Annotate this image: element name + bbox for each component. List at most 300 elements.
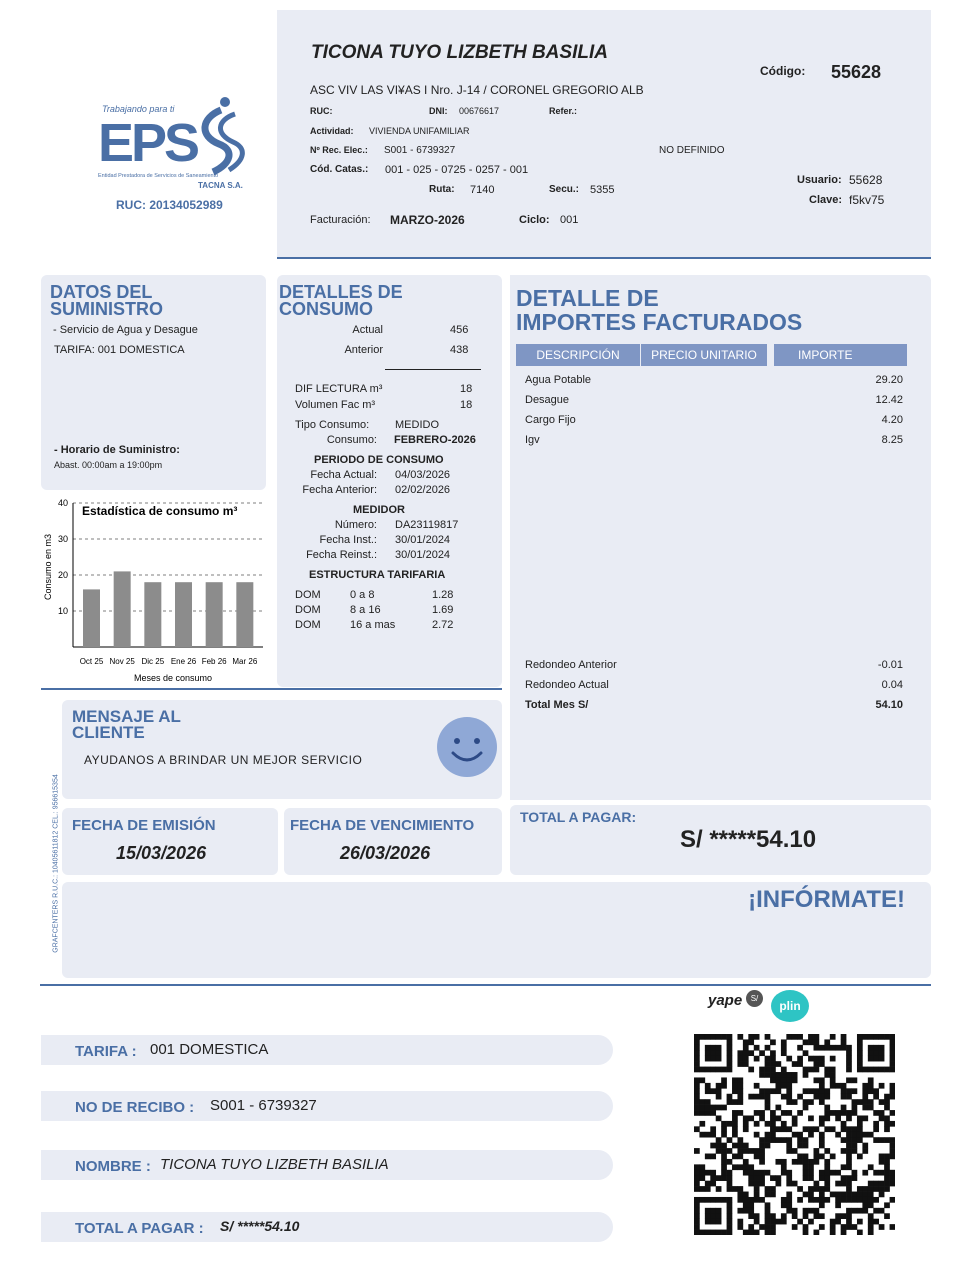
qr-module bbox=[721, 1077, 727, 1083]
qr-module bbox=[819, 1224, 825, 1230]
chart-y-tick-label: 10 bbox=[57, 606, 68, 616]
qr-module bbox=[716, 1175, 722, 1181]
qr-module bbox=[868, 1077, 874, 1083]
mid-divider bbox=[41, 688, 502, 690]
qr-module bbox=[737, 1186, 743, 1192]
qr-module bbox=[710, 1175, 716, 1181]
qr-module bbox=[792, 1034, 798, 1040]
qr-module bbox=[824, 1175, 830, 1181]
qr-module bbox=[797, 1143, 803, 1149]
qr-module bbox=[716, 1088, 722, 1094]
emision-label: FECHA DE EMISIÓN bbox=[72, 817, 216, 834]
qr-module bbox=[873, 1181, 879, 1187]
qr-module bbox=[732, 1126, 738, 1132]
usuario-label: Usuario: bbox=[797, 174, 842, 186]
qr-module bbox=[705, 1170, 711, 1176]
qr-module bbox=[808, 1186, 814, 1192]
qr-module bbox=[873, 1088, 879, 1094]
qr-module bbox=[694, 1219, 700, 1225]
qr-module bbox=[862, 1083, 868, 1089]
qr-module bbox=[879, 1181, 885, 1187]
qr-module bbox=[841, 1039, 847, 1045]
qr-module bbox=[846, 1094, 852, 1100]
qr-module bbox=[705, 1154, 711, 1160]
qr-module bbox=[803, 1208, 809, 1214]
qr-module bbox=[737, 1219, 743, 1225]
qr-module bbox=[775, 1159, 781, 1165]
qr-module bbox=[824, 1088, 830, 1094]
qr-module bbox=[814, 1230, 820, 1235]
qr-module bbox=[754, 1110, 760, 1116]
qr-module bbox=[852, 1192, 858, 1198]
qr-module bbox=[743, 1121, 749, 1127]
consumo-rule bbox=[385, 369, 481, 370]
qr-module bbox=[781, 1050, 787, 1056]
qr-module bbox=[710, 1056, 716, 1062]
qr-module bbox=[846, 1137, 852, 1143]
qr-module bbox=[803, 1213, 809, 1219]
cons-label: Consumo: bbox=[326, 434, 377, 446]
qr-module bbox=[824, 1164, 830, 1170]
qr-module bbox=[852, 1105, 858, 1111]
qr-module bbox=[852, 1175, 858, 1181]
qr-module bbox=[781, 1067, 787, 1073]
qr-module bbox=[803, 1050, 809, 1056]
qr-module bbox=[852, 1099, 858, 1105]
qr-module bbox=[694, 1148, 700, 1154]
qr-module bbox=[710, 1050, 716, 1056]
qr-module bbox=[862, 1192, 868, 1198]
qr-module bbox=[873, 1126, 879, 1132]
qr-module bbox=[884, 1170, 890, 1176]
qr-module bbox=[727, 1056, 733, 1062]
qr-module bbox=[868, 1164, 874, 1170]
qr-module bbox=[862, 1143, 868, 1149]
qr-module bbox=[868, 1219, 874, 1225]
qr-module bbox=[884, 1181, 890, 1187]
qr-module bbox=[841, 1083, 847, 1089]
qr-module bbox=[884, 1175, 890, 1181]
qr-module bbox=[884, 1034, 890, 1040]
qr-module bbox=[852, 1126, 858, 1132]
qr-module bbox=[819, 1094, 825, 1100]
qr-module bbox=[765, 1099, 771, 1105]
qr-module bbox=[743, 1061, 749, 1067]
qr-module bbox=[852, 1088, 858, 1094]
qr-module bbox=[699, 1197, 705, 1203]
catas-label: Cód. Catas.: bbox=[310, 164, 369, 175]
qr-module bbox=[814, 1148, 820, 1154]
qr-module bbox=[770, 1056, 776, 1062]
qr-module bbox=[814, 1067, 820, 1073]
qr-module bbox=[846, 1208, 852, 1214]
qr-module bbox=[824, 1110, 830, 1116]
qr-module bbox=[803, 1137, 809, 1143]
qr-module bbox=[694, 1039, 700, 1045]
qr-module bbox=[748, 1202, 754, 1208]
qr-module bbox=[819, 1186, 825, 1192]
qr-module bbox=[694, 1202, 700, 1208]
qr-module bbox=[824, 1094, 830, 1100]
qr-module bbox=[890, 1039, 895, 1045]
reinst-label: Fecha Reinst.: bbox=[306, 549, 377, 561]
periodo-title: PERIODO DE CONSUMO bbox=[314, 454, 444, 466]
qr-module bbox=[808, 1126, 814, 1132]
qr-module bbox=[759, 1088, 765, 1094]
qr-module bbox=[737, 1088, 743, 1094]
qr-module bbox=[846, 1067, 852, 1073]
qr-module bbox=[743, 1056, 749, 1062]
qr-module bbox=[890, 1121, 895, 1127]
qr-module bbox=[879, 1083, 885, 1089]
qr-module bbox=[727, 1121, 733, 1127]
qr-module bbox=[759, 1050, 765, 1056]
qr-module bbox=[819, 1083, 825, 1089]
vencimiento-panel bbox=[284, 808, 502, 875]
qr-module bbox=[808, 1175, 814, 1181]
importe-amount: 12.42 bbox=[875, 394, 903, 406]
importes-title-2: IMPORTES FACTURADOS bbox=[516, 309, 803, 335]
qr-module bbox=[727, 1202, 733, 1208]
qr-module bbox=[727, 1061, 733, 1067]
qr-module bbox=[873, 1121, 879, 1127]
qr-module bbox=[890, 1175, 895, 1181]
qr-module bbox=[846, 1045, 852, 1051]
qr-module bbox=[694, 1083, 700, 1089]
qr-module bbox=[705, 1230, 711, 1235]
qr-module bbox=[814, 1159, 820, 1165]
chart-x-tick-label: Nov 25 bbox=[109, 657, 135, 666]
qr-module bbox=[775, 1126, 781, 1132]
qr-module bbox=[792, 1132, 798, 1138]
qr-module bbox=[710, 1154, 716, 1160]
qr-module bbox=[814, 1208, 820, 1214]
qr-module bbox=[694, 1213, 700, 1219]
qr-module bbox=[890, 1083, 895, 1089]
qr-module bbox=[819, 1045, 825, 1051]
qr-module bbox=[748, 1181, 754, 1187]
smiley-icon bbox=[435, 715, 499, 779]
qr-module bbox=[808, 1088, 814, 1094]
qr-module bbox=[748, 1050, 754, 1056]
cons-value: FEBRERO-2026 bbox=[394, 434, 476, 446]
qr-module bbox=[868, 1230, 874, 1235]
qr-module bbox=[835, 1181, 841, 1187]
qr-module bbox=[754, 1148, 760, 1154]
qr-module bbox=[797, 1061, 803, 1067]
qr-module bbox=[732, 1077, 738, 1083]
qr-module bbox=[781, 1159, 787, 1165]
qr-module bbox=[770, 1121, 776, 1127]
qr-module bbox=[868, 1045, 874, 1051]
qr-module bbox=[721, 1230, 727, 1235]
actual-value: 456 bbox=[450, 324, 469, 336]
chart-bar bbox=[206, 582, 223, 647]
qr-module bbox=[857, 1192, 863, 1198]
qr-module bbox=[868, 1213, 874, 1219]
qr-module bbox=[830, 1083, 836, 1089]
qr-module bbox=[814, 1181, 820, 1187]
qr-module bbox=[792, 1099, 798, 1105]
qr-module bbox=[879, 1045, 885, 1051]
qr-module bbox=[884, 1115, 890, 1121]
qr-module bbox=[857, 1067, 863, 1073]
qr-module bbox=[732, 1121, 738, 1127]
qr-module bbox=[814, 1056, 820, 1062]
qr-module bbox=[841, 1213, 847, 1219]
qr-module bbox=[792, 1077, 798, 1083]
qr-module bbox=[884, 1213, 890, 1219]
qr-module bbox=[873, 1219, 879, 1225]
qr-module bbox=[765, 1072, 771, 1078]
qr-module bbox=[721, 1143, 727, 1149]
qr-module bbox=[727, 1137, 733, 1143]
qr-module bbox=[890, 1067, 895, 1073]
dif-value: 18 bbox=[460, 383, 473, 395]
col-descripcion: DESCRIPCIÓN bbox=[516, 344, 640, 366]
ruta-value: 7140 bbox=[470, 184, 495, 196]
qr-module bbox=[721, 1083, 727, 1089]
qr-module bbox=[824, 1181, 830, 1187]
qr-module bbox=[781, 1197, 787, 1203]
horario-value: Abast. 00:00am a 19:00pm bbox=[54, 460, 163, 470]
qr-module bbox=[803, 1170, 809, 1176]
qr-module bbox=[754, 1213, 760, 1219]
qr-module bbox=[868, 1083, 874, 1089]
qr-module bbox=[792, 1159, 798, 1165]
qr-module bbox=[705, 1186, 711, 1192]
qr-module bbox=[732, 1088, 738, 1094]
ruc-label: RUC: bbox=[310, 106, 333, 116]
qr-module bbox=[721, 1034, 727, 1040]
qr-module bbox=[884, 1137, 890, 1143]
customer-name: TICONA TUYO LIZBETH BASILIA bbox=[311, 42, 608, 63]
chart-y-tick-label: 30 bbox=[57, 534, 68, 544]
qr-module bbox=[748, 1197, 754, 1203]
qr-module bbox=[716, 1148, 722, 1154]
qr-module bbox=[797, 1159, 803, 1165]
qr-module bbox=[808, 1208, 814, 1214]
qr-module bbox=[759, 1094, 765, 1100]
consumo-panel bbox=[277, 275, 502, 687]
qr-module bbox=[694, 1197, 700, 1203]
fecha-actual-value: 04/03/2026 bbox=[395, 469, 451, 481]
qr-module bbox=[824, 1170, 830, 1176]
qr-module bbox=[737, 1077, 743, 1083]
qr-module bbox=[727, 1230, 733, 1235]
informate-title: ¡INFÓRMATE! bbox=[748, 886, 905, 913]
qr-module bbox=[716, 1219, 722, 1225]
qr-module bbox=[846, 1088, 852, 1094]
chart-bar bbox=[144, 582, 161, 647]
qr-module bbox=[808, 1197, 814, 1203]
qr-module bbox=[808, 1034, 814, 1040]
secu-label: Secu.: bbox=[549, 184, 580, 195]
qr-module bbox=[765, 1034, 771, 1040]
total-label: TOTAL A PAGAR: bbox=[520, 809, 637, 825]
qr-module bbox=[770, 1115, 776, 1121]
qr-module bbox=[846, 1186, 852, 1192]
qr-module bbox=[873, 1197, 879, 1203]
qr-module bbox=[824, 1159, 830, 1165]
qr-module bbox=[721, 1197, 727, 1203]
qr-module bbox=[803, 1039, 809, 1045]
qr-module bbox=[873, 1050, 879, 1056]
tipo-value: MEDIDO bbox=[395, 419, 439, 431]
qr-module bbox=[841, 1224, 847, 1230]
chart-x-tick-label: Feb 26 bbox=[201, 657, 227, 666]
qr-module bbox=[705, 1099, 711, 1105]
qr-module bbox=[879, 1170, 885, 1176]
qr-module bbox=[710, 1105, 716, 1111]
qr-module bbox=[873, 1067, 879, 1073]
qr-module bbox=[786, 1137, 792, 1143]
qr-module bbox=[846, 1110, 852, 1116]
qr-module bbox=[770, 1219, 776, 1225]
inst-value: 30/01/2024 bbox=[395, 534, 451, 546]
qr-module bbox=[770, 1132, 776, 1138]
chart-x-tick-label: Ene 26 bbox=[170, 657, 197, 666]
qr-module bbox=[781, 1039, 787, 1045]
qr-module bbox=[841, 1034, 847, 1040]
redondeo-ant-value: -0.01 bbox=[877, 659, 903, 671]
qr-module bbox=[710, 1126, 716, 1132]
qr-module bbox=[803, 1099, 809, 1105]
qr-module bbox=[716, 1094, 722, 1100]
qr-module bbox=[705, 1067, 711, 1073]
logo-city: TACNA S.A. bbox=[198, 181, 243, 190]
qr-module bbox=[857, 1061, 863, 1067]
consumo-title-2: CONSUMO bbox=[279, 299, 373, 319]
qr-module bbox=[743, 1197, 749, 1203]
qr-module bbox=[884, 1154, 890, 1160]
qr-module bbox=[797, 1110, 803, 1116]
qr-module bbox=[786, 1181, 792, 1187]
qr-module bbox=[868, 1192, 874, 1198]
qr-module bbox=[743, 1126, 749, 1132]
qr-module bbox=[830, 1170, 836, 1176]
qr-module bbox=[852, 1143, 858, 1149]
no-definido: NO DEFINIDO bbox=[659, 145, 725, 156]
qr-module bbox=[814, 1197, 820, 1203]
qr-module bbox=[824, 1197, 830, 1203]
qr-module bbox=[754, 1197, 760, 1203]
mensaje-text: AYUDANOS A BRINDAR UN MEJOR SERVICIO bbox=[84, 753, 363, 767]
qr-module bbox=[824, 1067, 830, 1073]
qr-module bbox=[727, 1197, 733, 1203]
importes-title-1: DETALLE DE bbox=[516, 285, 659, 311]
qr-module bbox=[721, 1105, 727, 1111]
qr-module bbox=[770, 1050, 776, 1056]
qr-module bbox=[857, 1154, 863, 1160]
qr-module bbox=[716, 1034, 722, 1040]
qr-module bbox=[803, 1192, 809, 1198]
qr-module bbox=[786, 1110, 792, 1116]
qr-module bbox=[873, 1186, 879, 1192]
qr-module bbox=[737, 1224, 743, 1230]
qr-module bbox=[808, 1192, 814, 1198]
qr-module bbox=[803, 1159, 809, 1165]
qr-module bbox=[868, 1132, 874, 1138]
qr-module bbox=[890, 1088, 895, 1094]
qr-module bbox=[716, 1045, 722, 1051]
qr-module bbox=[770, 1192, 776, 1198]
qr-module bbox=[781, 1126, 787, 1132]
qr-module bbox=[879, 1115, 885, 1121]
qr-module bbox=[868, 1181, 874, 1187]
qr-module bbox=[835, 1213, 841, 1219]
qr-module bbox=[835, 1197, 841, 1203]
tarifa-category: DOM bbox=[295, 619, 321, 631]
qr-module bbox=[732, 1115, 738, 1121]
qr-module bbox=[857, 1045, 863, 1051]
qr-module bbox=[781, 1072, 787, 1078]
qr-module bbox=[868, 1067, 874, 1073]
qr-module bbox=[862, 1067, 868, 1073]
qr-module bbox=[710, 1219, 716, 1225]
importe-amount: 4.20 bbox=[881, 414, 903, 426]
qr-module bbox=[727, 1039, 733, 1045]
qr-module bbox=[721, 1154, 727, 1160]
qr-module bbox=[830, 1072, 836, 1078]
chart-y-tick-label: 20 bbox=[57, 570, 68, 580]
qr-module bbox=[781, 1213, 787, 1219]
qr-module bbox=[737, 1034, 743, 1040]
qr-module bbox=[775, 1083, 781, 1089]
qr-module bbox=[770, 1061, 776, 1067]
qr-module bbox=[879, 1050, 885, 1056]
qr-module bbox=[857, 1050, 863, 1056]
importe-amount: 8.25 bbox=[881, 434, 903, 446]
qr-module bbox=[830, 1224, 836, 1230]
header-divider bbox=[277, 257, 931, 259]
tarifa-range: 0 a 8 bbox=[350, 589, 375, 601]
importe-description: Agua Potable bbox=[525, 374, 592, 386]
qr-module bbox=[814, 1186, 820, 1192]
qr-module bbox=[759, 1072, 765, 1078]
qr-module bbox=[786, 1170, 792, 1176]
qr-module bbox=[759, 1067, 765, 1073]
qr-module bbox=[748, 1175, 754, 1181]
qr-module bbox=[748, 1148, 754, 1154]
qr-module bbox=[699, 1034, 705, 1040]
qr-module bbox=[737, 1083, 743, 1089]
qr-module bbox=[808, 1132, 814, 1138]
qr-module bbox=[819, 1099, 825, 1105]
qr-module bbox=[808, 1039, 814, 1045]
mensaje-panel bbox=[62, 700, 502, 799]
qr-module bbox=[770, 1137, 776, 1143]
anterior-label: Anterior bbox=[344, 344, 383, 356]
qr-module bbox=[781, 1219, 787, 1225]
qr-module bbox=[868, 1186, 874, 1192]
qr-module bbox=[727, 1094, 733, 1100]
qr-module bbox=[884, 1105, 890, 1111]
qr-module bbox=[699, 1132, 705, 1138]
chart-x-axis-label: Meses de consumo bbox=[133, 673, 213, 683]
qr-module bbox=[770, 1088, 776, 1094]
importe-description: Desague bbox=[525, 394, 570, 406]
qr-module bbox=[803, 1154, 809, 1160]
qr-module bbox=[699, 1164, 705, 1170]
chart-x-tick-label: Oct 25 bbox=[79, 657, 104, 666]
qr-module bbox=[797, 1045, 803, 1051]
qr-module bbox=[765, 1045, 771, 1051]
talon-nombre-value: TICONA TUYO LIZBETH BASILIA bbox=[160, 1156, 389, 1173]
qr-module bbox=[890, 1050, 895, 1056]
clave-value: f5kv75 bbox=[849, 193, 885, 207]
qr-module bbox=[759, 1137, 765, 1143]
